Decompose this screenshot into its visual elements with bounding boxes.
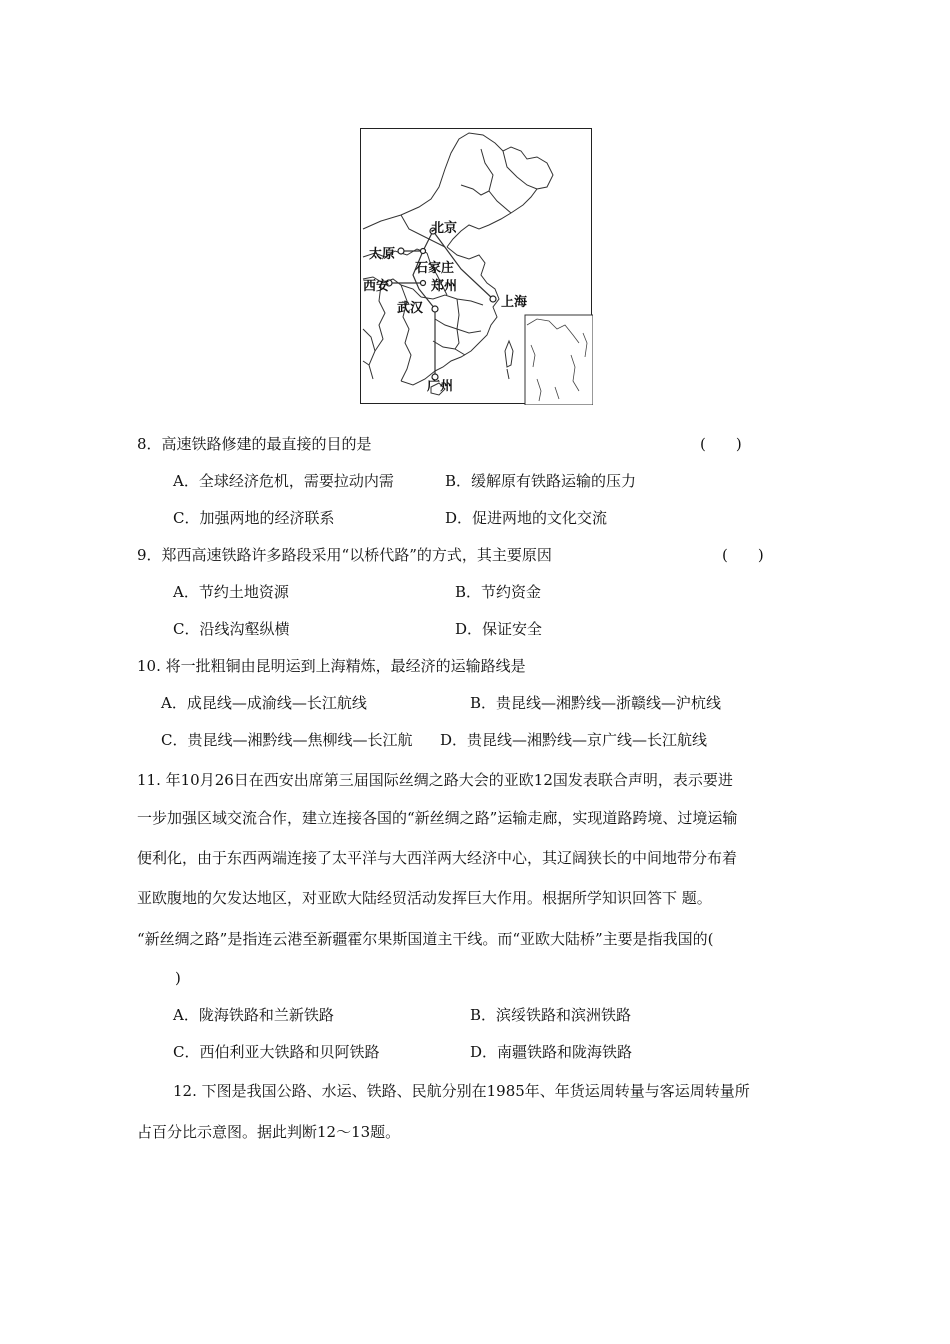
map-outline [361, 129, 593, 405]
q9-option-b: B．节约资金 [455, 583, 542, 601]
q9-answer-paren: ( ) [722, 546, 764, 564]
q10-option-a: A．成昆线—成渝线—长江航线 [161, 694, 367, 712]
q8-option-c: C．加强两地的经济联系 [173, 509, 335, 527]
q11-option-d: D．南疆铁路和陇海铁路 [470, 1043, 633, 1061]
q10-stem: 10. 将一批粗铜由昆明运到上海精炼，最经济的运输路线是 [137, 657, 526, 675]
city-label-wuhan: 武汉 [397, 301, 424, 316]
q10-option-d: D．贵昆线—湘黔线—京广线—长江航线 [440, 731, 708, 749]
city-label-shanghai: 上海 [501, 295, 528, 310]
q8-stem: 8．高速铁路修建的最直接的目的是 [137, 435, 372, 453]
city-label-taiyuan: 太原 [369, 247, 396, 262]
q11-stem: “新丝绸之路”是指连云港至新疆霍尔果斯国道主干线。而“亚欧大陆桥”主要是指我国的( [137, 930, 714, 948]
q11-paragraph-line-1: 11. 年10月26日在西安出席第三届国际丝绸之路大会的亚欧12国发表联合声明，表示要进 [137, 771, 733, 789]
city-label-beijing: 北京 [431, 221, 458, 236]
city-label-guangzhou: 广州 [427, 379, 454, 394]
q11-option-a: A．陇海铁路和兰新铁路 [173, 1006, 334, 1024]
q11-stem-paren-close: ) [175, 969, 181, 987]
q11-option-b: B．滨绥铁路和滨洲铁路 [470, 1006, 632, 1024]
q12-paragraph-line-1: 12. 下图是我国公路、水运、铁路、民航分别在1985年、年货运周转量与客运周转量所 [173, 1082, 750, 1100]
q9-option-c: C．沿线沟壑纵横 [173, 620, 290, 638]
q9-stem: 9．郑西高速铁路许多路段采用“以桥代路”的方式，其主要原因 [137, 546, 552, 564]
q8-option-d: D．促进两地的文化交流 [445, 509, 608, 527]
q8-option-b: B．缓解原有铁路运输的压力 [445, 472, 637, 490]
q8-option-a: A．全球经济危机，需要拉动内需 [173, 472, 394, 490]
q10-option-b: B．贵昆线—湘黔线—浙赣线—沪杭线 [470, 694, 722, 712]
q8-answer-paren: ( ) [700, 435, 742, 453]
q11-paragraph-line-2: 一步加强区域交流合作，建立连接各国的“新丝绸之路”运输走廊，实现道路跨境、过境运输 [137, 809, 738, 827]
city-label-shijiazhuang: 石家庄 [415, 261, 455, 276]
q9-option-a: A．节约土地资源 [173, 583, 289, 601]
city-label-zhengzhou: 郑州 [431, 279, 458, 294]
railway-map [360, 128, 592, 404]
q11-option-c: C．西伯利亚大铁路和贝阿铁路 [173, 1043, 380, 1061]
city-label-xian: 西安 [363, 279, 390, 294]
q12-paragraph-line-2: 占百分比示意图。据此判断12～13题。 [137, 1123, 401, 1141]
q9-option-d: D．保证安全 [455, 620, 543, 638]
q11-paragraph-line-3: 便利化，由于东西两端连接了太平洋与大西洋两大经济中心，其辽阔狭长的中间地带分布着 [137, 849, 738, 867]
q10-option-c: C．贵昆线—湘黔线—焦柳线—长江航 [161, 731, 413, 749]
q11-paragraph-line-4: 亚欧腹地的欠发达地区，对亚欧大陆经贸活动发挥巨大作用。根据所学知识回答下 题。 [137, 889, 712, 907]
